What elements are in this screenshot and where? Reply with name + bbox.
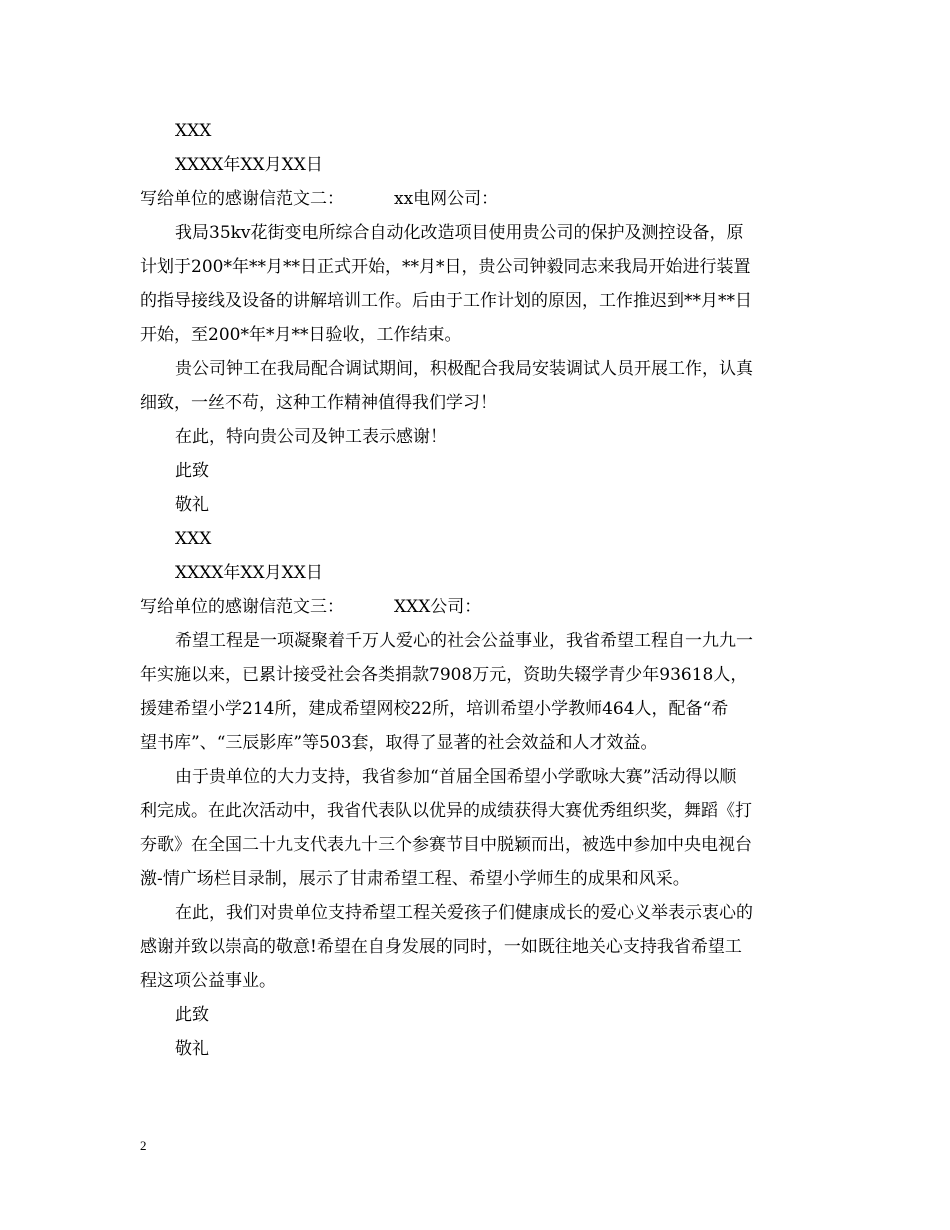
section-heading	[140, 590, 812, 624]
paragraph-line: 我局35kv花街变电所综合自动化改造项目使用贵公司的保护及测控设备，原	[175, 223, 744, 243]
paragraph-line: 细致，一丝不苟，这种工作精神值得我们学习！	[140, 393, 497, 413]
section-title: 写给单位的感谢信范文三：	[140, 597, 344, 617]
page-number: 2	[140, 1138, 147, 1153]
section-title: 写给单位的感谢信范文二：	[140, 189, 344, 209]
closing-line: XXX	[175, 529, 212, 549]
closing-line: 此致	[175, 461, 209, 481]
section-heading	[140, 182, 812, 216]
paragraph	[140, 896, 812, 998]
paragraph-line: 援建希望小学214所，建成希望网校22所，培训希望小学教师464人，配备“希	[140, 699, 729, 719]
paragraph	[140, 216, 812, 352]
recipient: xx电网公司：	[394, 189, 499, 209]
paragraph-line: 贵公司钟工在我局配合调试期间，积极配合我局安装调试人员开展工作，认真	[175, 359, 753, 379]
paragraph-line: 利完成。在此次活动中，我省代表队以优异的成绩获得大赛优秀组织奖，舞蹈《打	[140, 801, 752, 821]
paragraph-line: 激-情广场栏目录制，展示了甘肃希望工程、希望小学师生的成果和风采。	[140, 869, 690, 889]
paragraph-line: 的指导接线及设备的讲解培训工作。后由于工作计划的原因，工作推迟到**月**日	[140, 291, 752, 311]
paragraph-line: 在此，特向贵公司及钟工表示感谢！	[175, 427, 447, 447]
closing-line: XXX	[175, 121, 212, 141]
paragraph-line: 望书库”、“三辰影库”等503套，取得了显著的社会效益和人才效益。	[140, 733, 658, 753]
closing-line: XXXX年XX月XX日	[175, 563, 323, 583]
paragraph-line: 计划于200*年**月**日正式开始，**月*日，贵公司钟毅同志来我局开始进行装置	[140, 257, 751, 277]
paragraph	[140, 760, 812, 896]
paragraph-line: 年实施以来，已累计接受社会各类捐款7908万元，资助失辍学青少年93618人，	[140, 665, 748, 685]
closing-line: 此致	[175, 1005, 209, 1025]
paragraph-line: 开始，至200*年*月**日验收，工作结束。	[140, 325, 462, 345]
recipient: XXX公司：	[394, 597, 482, 617]
paragraph-line: 夯歌》在全国二十九支代表九十三个参赛节目中脱颖而出，被选中参加中央电视台	[140, 835, 752, 855]
document-body	[140, 114, 812, 1066]
closing-line: 敬礼	[175, 495, 209, 515]
paragraph-line: 希望工程是一项凝聚着千万人爱心的社会公益事业，我省希望工程自一九九一	[175, 631, 753, 651]
paragraph-line: 程这项公益事业。	[140, 971, 276, 991]
paragraph-line: 由于贵单位的大力支持，我省参加“首届全国希望小学歌咏大赛”活动得以顺	[175, 767, 737, 787]
paragraph-line: 在此，我们对贵单位支持希望工程关爱孩子们健康成长的爱心义举表示衷心的	[175, 903, 753, 923]
closing-line: XXXX年XX月XX日	[175, 155, 323, 175]
paragraph	[140, 420, 812, 454]
paragraph	[140, 624, 812, 760]
paragraph	[140, 352, 812, 420]
closing-line: 敬礼	[175, 1039, 209, 1059]
paragraph-line: 感谢并致以崇高的敬意!希望在自身发展的同时，一如既往地关心支持我省希望工	[140, 937, 742, 957]
